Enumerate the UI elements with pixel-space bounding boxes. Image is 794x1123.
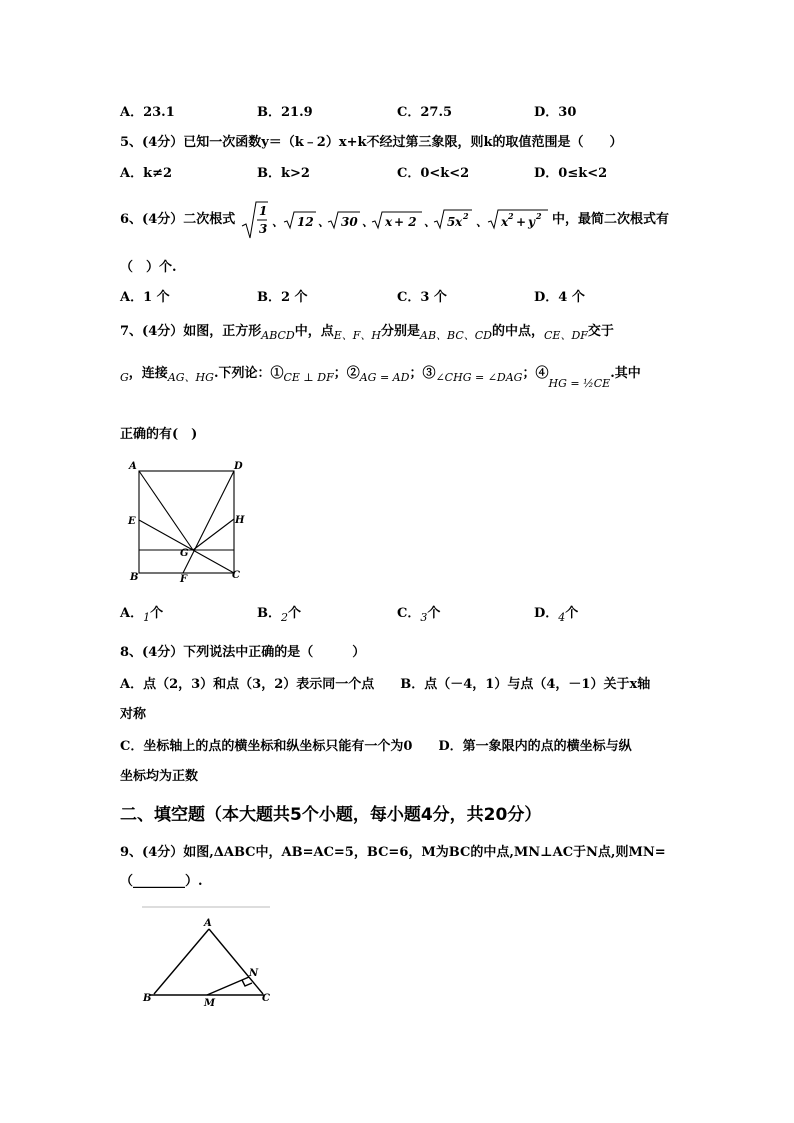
q7-option-d-value: 4	[558, 611, 566, 624]
q8-line1: A．点（2，3）和点（3，2）表示同一个点 B．点（－4，1）与点（4，－1）关于x轴	[120, 677, 651, 692]
q7-line3: 正确的有( )	[120, 427, 198, 442]
q9-triangle-figure	[138, 905, 274, 1011]
q7-option-c-value: 3	[420, 611, 428, 624]
svg-text:y: y	[528, 215, 535, 229]
q6-option-b: B．2 个	[257, 290, 308, 305]
svg-text:x: x	[455, 215, 463, 229]
q7-option-c-letter: C．	[397, 606, 421, 621]
svg-text:2: 2	[536, 211, 542, 221]
q7-option-a-value: 1	[143, 611, 151, 624]
q7-sym-abcd: ABCD	[261, 329, 295, 342]
q7-text-2c: ；②	[333, 366, 360, 381]
q9-label-m: M	[204, 998, 216, 1009]
q7-option-c-unit: 个	[427, 606, 441, 621]
q7-label-b: B	[130, 572, 139, 583]
svg-text:2: 2	[463, 211, 469, 221]
svg-text:、: 、	[318, 215, 331, 229]
q7-text-2f: .其中	[610, 366, 641, 381]
q4-option-d: D．30	[534, 105, 577, 120]
q6-option-c: C．3 个	[397, 290, 447, 305]
svg-text:30: 30	[341, 215, 358, 229]
q9-label-n: N	[249, 968, 259, 979]
q7-option-a	[120, 604, 163, 624]
q6-option-d: D．4 个	[534, 290, 585, 305]
q7-square-figure	[126, 456, 250, 586]
q7-option-b-value: 2	[281, 611, 288, 624]
q8-line3: C．坐标轴上的点的横坐标和纵坐标只能有一个为0 D．第一象限内的点的横坐标与纵	[120, 739, 632, 754]
q6-prefix: 6、(4分）二次根式	[120, 212, 236, 227]
q7-text-2e: ；④	[522, 366, 549, 381]
q5-option-d: D．0≤k<2	[534, 166, 608, 181]
q7-option-b	[257, 604, 301, 624]
q7-text-1d: 的中点，	[491, 324, 544, 339]
svg-text:x: x	[501, 215, 509, 229]
section-2-title: 二、填空题（本大题共5个小题，每小题4分，共20分）	[120, 805, 542, 825]
svg-text:2: 2	[508, 211, 514, 221]
svg-text:、: 、	[424, 215, 437, 229]
q9-label-b: B	[143, 993, 152, 1004]
q7-sym-s2: AG = AD	[359, 371, 410, 384]
q8-line4: 坐标均为正数	[120, 769, 199, 784]
q7-sym-sides: AB、BC、CD	[420, 329, 492, 342]
q7-line2	[120, 364, 641, 390]
q6-suffix: 中，最简二次根式有	[552, 212, 670, 227]
q7-sym-s1: CE ⊥ DF	[283, 371, 334, 384]
q9-line2: （________）.	[120, 874, 203, 889]
q9-line1: 9、(4分）如图,ΔABC中，AB=AC=5，BC=6，M为BC的中点,MN⊥AC于N点,则MN=	[120, 845, 666, 860]
svg-text:、: 、	[272, 215, 285, 229]
q7-sym-aghg: AG、HG	[167, 371, 214, 384]
q7-option-d	[534, 604, 578, 624]
q7-option-b-letter: B．	[257, 606, 281, 621]
q7-label-h: H	[235, 515, 245, 526]
q7-text-2a: ，连接	[128, 366, 168, 381]
q5-option-b: B．k>2	[257, 166, 310, 181]
svg-text:、: 、	[362, 215, 375, 229]
q7-option-d-unit: 个	[565, 606, 579, 621]
q7-text-1b: 中，点	[294, 324, 334, 339]
q7-label-e: E	[128, 516, 136, 527]
q7-option-a-unit: 个	[150, 606, 164, 621]
q7-option-a-letter: A．	[120, 606, 144, 621]
q4-option-c: C．27.5	[397, 105, 453, 120]
svg-text:1: 1	[259, 204, 268, 218]
q7-text-1a: 7、(4分）如图，正方形	[120, 324, 262, 339]
q7-label-d: D	[234, 461, 243, 472]
svg-text:、: 、	[476, 215, 489, 229]
q7-option-b-unit: 个	[288, 606, 302, 621]
q5-stem: 5、(4分）已知一次函数y＝（k﹣2）x+k不经过第三象限，则k的取值范围是（ ）	[120, 135, 623, 150]
q9-label-c: C	[262, 993, 270, 1004]
q4-option-b: B．21.9	[257, 105, 313, 120]
q7-option-c	[397, 604, 440, 624]
q8-line2: 对称	[120, 707, 147, 722]
q6-radicals	[240, 198, 560, 244]
svg-text:3: 3	[259, 222, 268, 236]
q7-text-1c: 分别是	[381, 324, 421, 339]
svg-text:12: 12	[297, 215, 314, 229]
q9-label-a: A	[204, 918, 212, 929]
q7-label-c: C	[232, 570, 240, 581]
q7-line1	[120, 322, 614, 342]
q5-option-a: A．k≠2	[120, 166, 173, 181]
q6-stem	[120, 210, 235, 230]
q7-sym-s4: HG = ½CE	[548, 377, 611, 390]
svg-text:x: x	[385, 215, 393, 229]
q7-sym-cedf: CE、DF	[544, 329, 588, 342]
q5-option-c: C．0<k<2	[397, 166, 470, 181]
q7-text-2b: .下列论：①	[213, 366, 284, 381]
q6-line2: （ ）个.	[120, 260, 177, 275]
q7-label-a: A	[129, 461, 137, 472]
q4-option-a: A．23.1	[120, 105, 175, 120]
svg-text:5: 5	[447, 215, 456, 229]
svg-text:+: +	[516, 215, 527, 229]
q7-text-1e: 交于	[587, 324, 614, 339]
q7-sym-g: G	[120, 371, 129, 384]
q8-stem: 8、(4分）下列说法中正确的是（ ）	[120, 645, 366, 660]
q7-label-g: G	[180, 548, 189, 559]
svg-text:+ 2: + 2	[394, 215, 417, 229]
q6-option-a: A．1 个	[120, 290, 170, 305]
q7-label-f: F	[180, 574, 188, 585]
q7-sym-s3: ∠CHG = ∠DAG	[435, 371, 523, 384]
q7-text-2d: ；③	[409, 366, 436, 381]
q7-option-d-letter: D．	[534, 606, 559, 621]
q7-sym-efh: E、F、H	[333, 329, 381, 342]
